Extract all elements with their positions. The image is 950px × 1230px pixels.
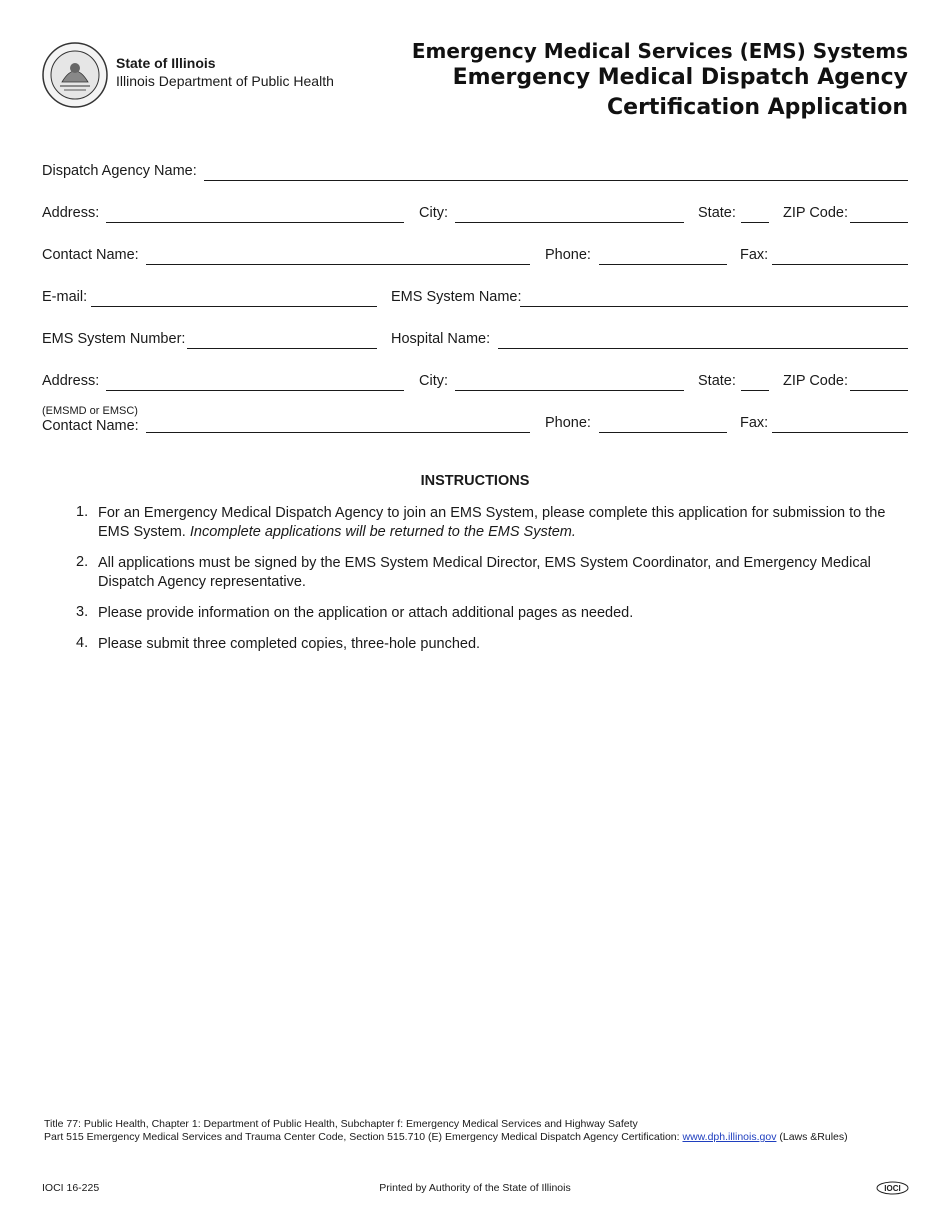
instruction-item: Please provide information on the application or attach additional pages as needed. (98, 605, 634, 621)
phone-field[interactable] (599, 264, 727, 265)
city-field[interactable] (455, 222, 684, 223)
ems-system-name-label: EMS System Name: (391, 289, 522, 305)
zip-code-field[interactable] (850, 222, 908, 223)
instruction-text: For an Emergency Medical Dispatch Agency to join an EMS System, please complete this application for submission to the EMS System. (98, 505, 886, 540)
hospital-zip-code-label: ZIP Code: (783, 373, 849, 389)
ems-phone-field[interactable] (599, 432, 727, 433)
ems-system-number-label: EMS System Number: (42, 331, 186, 347)
fax-field[interactable] (772, 264, 908, 265)
instruction-number: 4. (76, 635, 89, 651)
dispatch-agency-name-label: Dispatch Agency Name: (42, 163, 197, 179)
ems-fax-field[interactable] (772, 432, 908, 433)
form-number: IOCI 16-225 (42, 1182, 100, 1194)
hospital-address-field[interactable] (106, 390, 404, 391)
instruction-number: 2. (76, 554, 89, 570)
hospital-city-field[interactable] (455, 390, 684, 391)
contact-name-label: Contact Name: (42, 247, 139, 263)
ems-system-number-field[interactable] (187, 348, 377, 349)
email-field[interactable] (91, 306, 377, 307)
ems-phone-label: Phone: (545, 415, 591, 431)
hospital-zip-code-field[interactable] (850, 390, 908, 391)
ems-contact-name-field[interactable] (146, 432, 530, 433)
state-label: State: (698, 205, 736, 221)
hospital-name-label: Hospital Name: (391, 331, 491, 347)
contact-name-field[interactable] (146, 264, 530, 265)
hospital-state-field[interactable] (741, 390, 769, 391)
agency-state: State of Illinois (116, 55, 216, 71)
legal-citation-suffix: (Laws &Rules) (776, 1131, 848, 1143)
idph-website-link[interactable]: www.dph.illinois.gov (682, 1131, 777, 1143)
hospital-address-label: Address: (42, 373, 100, 389)
form-title-line3: Certification Application (607, 95, 908, 120)
ems-system-name-field[interactable] (520, 306, 908, 307)
instruction-item (98, 504, 898, 542)
legal-citation-line1: Title 77: Public Health, Chapter 1: Department of Public Health, Subchapter f: Emergency Medical Services and Highway Safety (44, 1118, 638, 1130)
instruction-number: 1. (76, 504, 89, 520)
dispatch-agency-name-field[interactable] (204, 180, 908, 181)
instruction-number: 3. (76, 604, 89, 620)
hospital-state-label: State: (698, 373, 736, 389)
printed-by-authority: Printed by Authority of the State of Illinois (379, 1182, 571, 1194)
ioci-logo-icon (876, 1181, 909, 1195)
fax-label: Fax: (740, 247, 769, 263)
form-title-line2: Emergency Medical Dispatch Agency (452, 65, 908, 90)
instructions-heading: INSTRUCTIONS (420, 473, 530, 489)
form-title-line1: Emergency Medical Services (EMS) Systems (411, 39, 908, 63)
legal-citation-prefix: Part 515 Emergency Medical Services and Trauma Center Code, Section 515.710 (E) Emergency Medical Dispatch Agency Certification: (44, 1131, 683, 1143)
emsmd-note: (EMSMD or EMSC) (42, 405, 138, 417)
instruction-item: Please submit three completed copies, three-hole punched. (98, 636, 481, 652)
agency-department: Illinois Department of Public Health (116, 73, 334, 89)
hospital-city-label: City: (419, 373, 448, 389)
city-label: City: (419, 205, 448, 221)
email-label: E-mail: (42, 289, 88, 305)
phone-label: Phone: (545, 247, 591, 263)
ems-contact-name-label: Contact Name: (42, 418, 139, 434)
instruction-emphasis: Incomplete applications will be returned to the EMS System. (189, 524, 576, 540)
ioci-logo-text: IOCI (884, 1184, 901, 1193)
hospital-name-field[interactable] (498, 348, 908, 349)
ems-fax-label: Fax: (740, 415, 769, 431)
legal-citation-line2 (44, 1131, 848, 1143)
address-field[interactable] (106, 222, 404, 223)
address-label: Address: (42, 205, 100, 221)
zip-code-label: ZIP Code: (783, 205, 849, 221)
state-seal-icon (42, 42, 108, 108)
state-field[interactable] (741, 222, 769, 223)
instruction-item: All applications must be signed by the EMS System Medical Director, EMS System Coordinator, and Emergency Medical Dispatch Agency representative. (98, 555, 871, 590)
